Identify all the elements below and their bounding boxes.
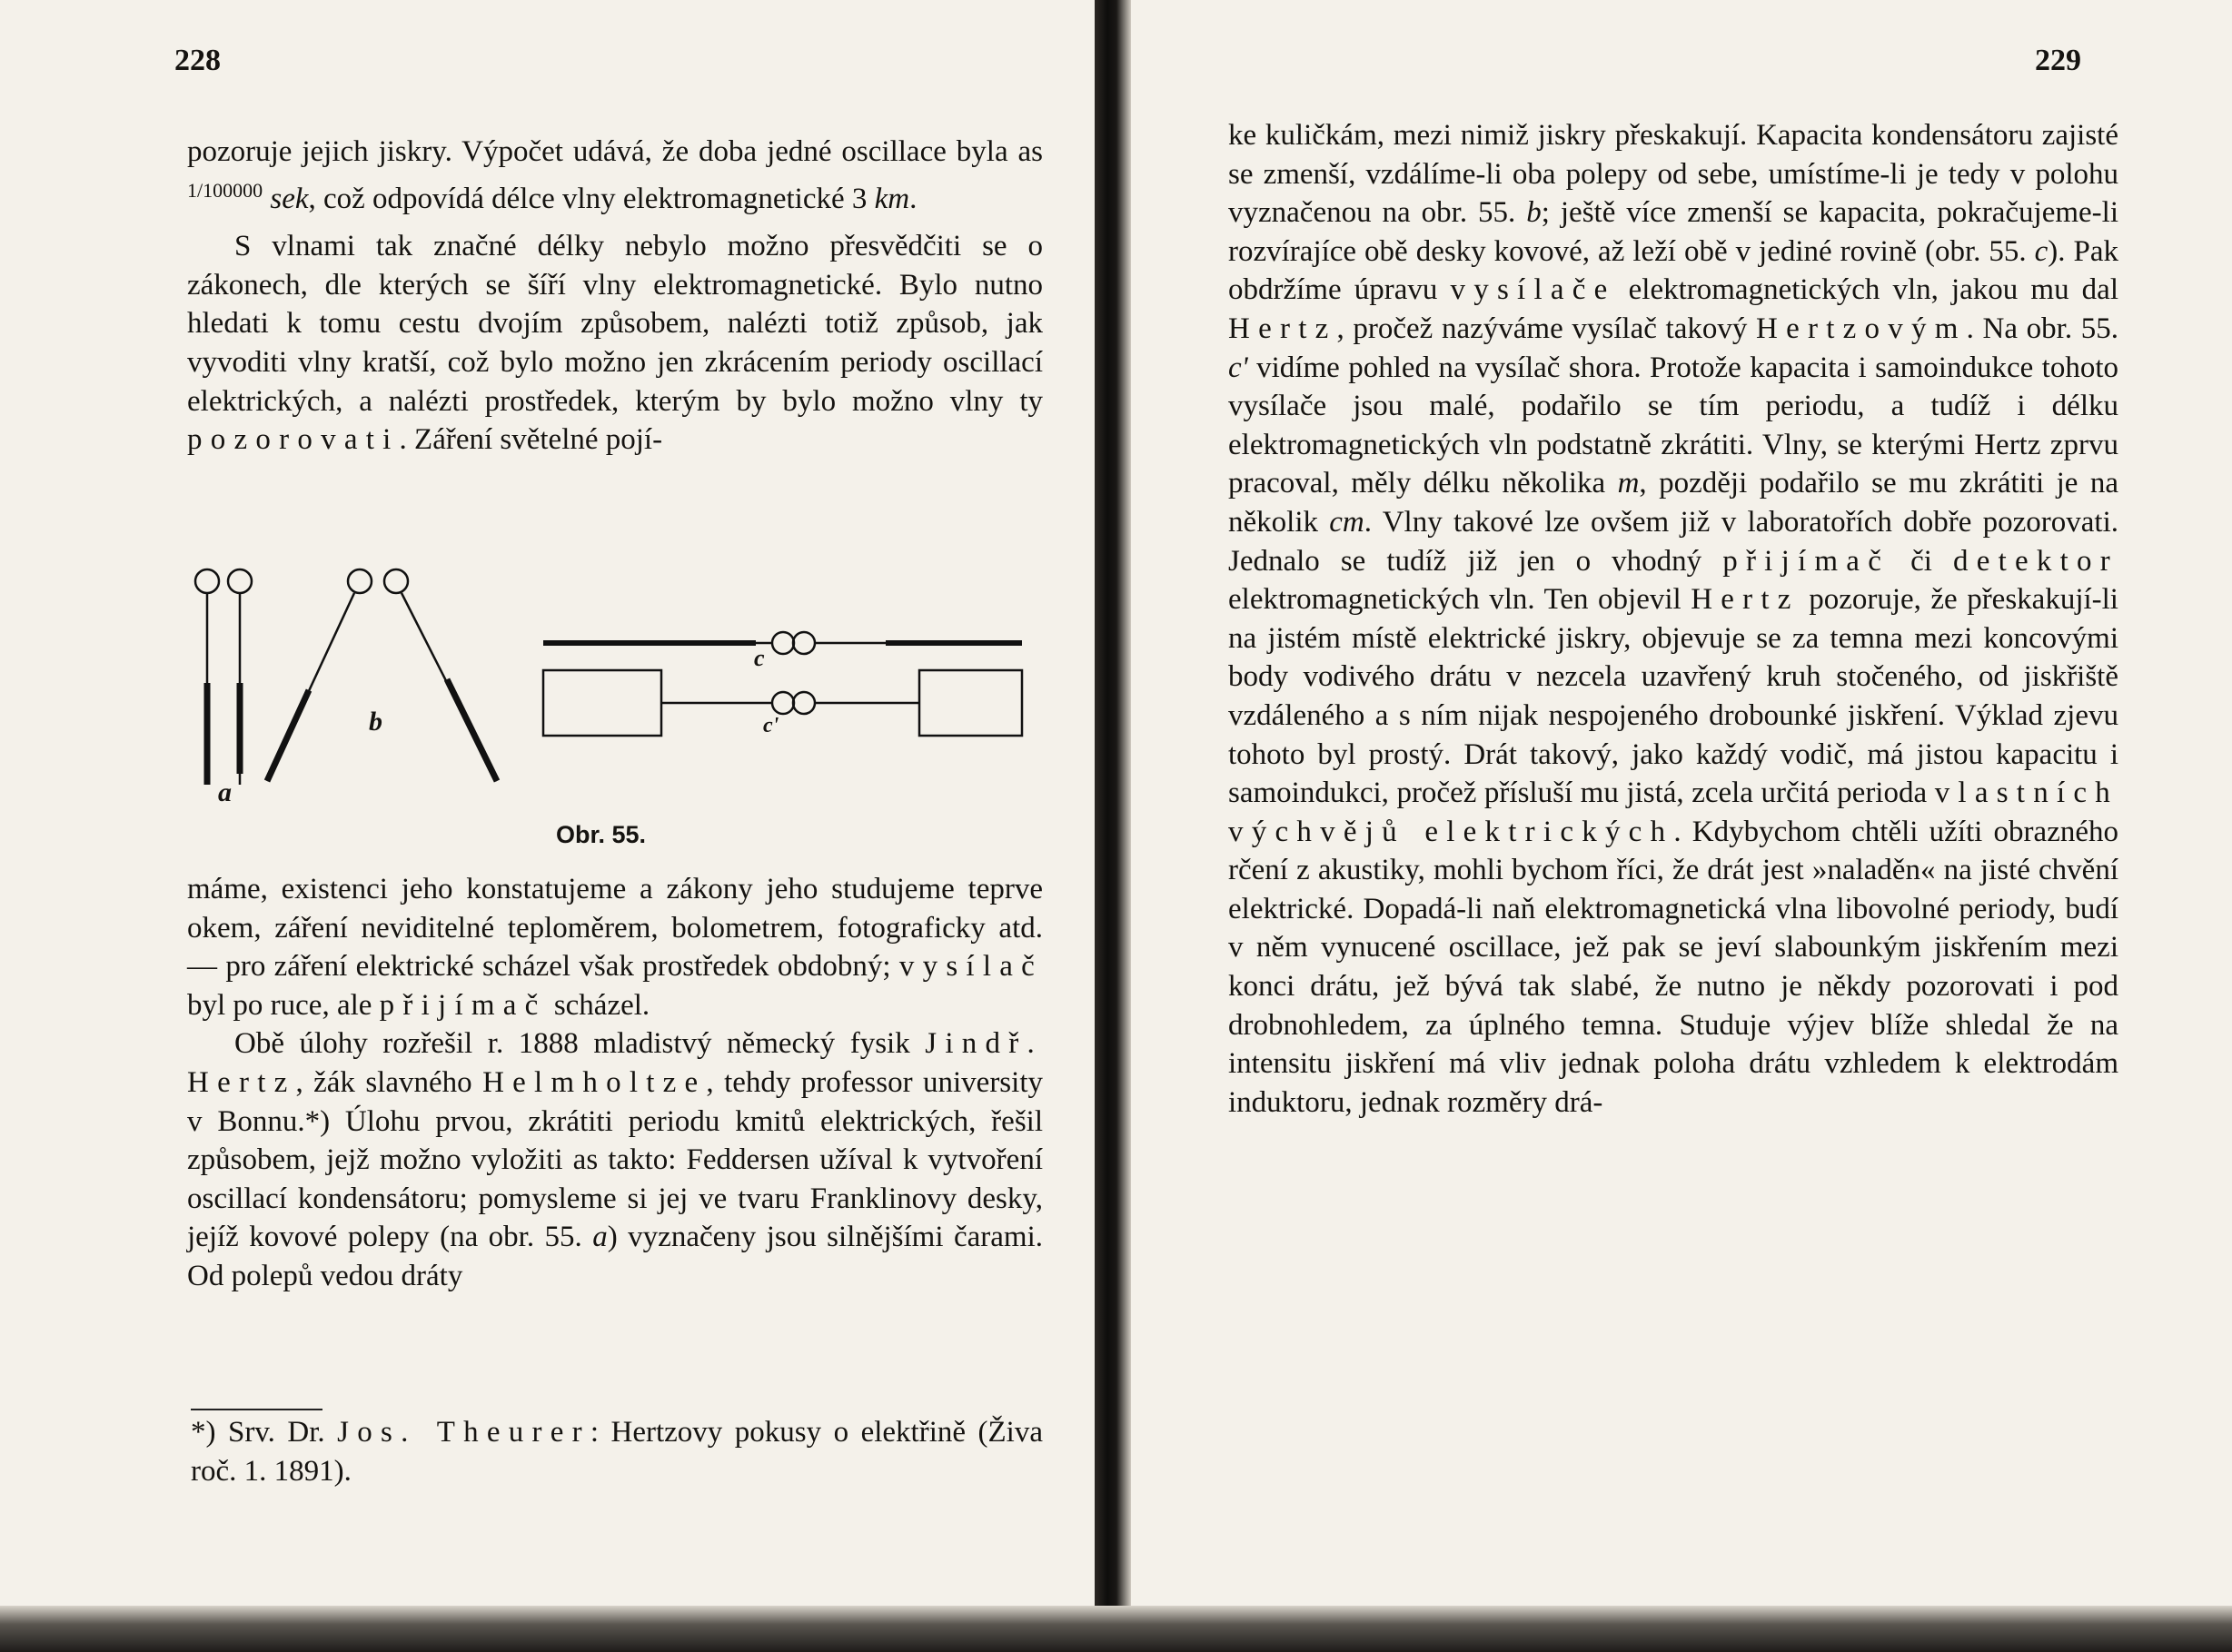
label-a: a <box>218 777 232 807</box>
page-number-right: 229 <box>2035 44 2081 77</box>
figure-55 <box>182 547 1045 846</box>
fraction: 1/100000 <box>187 178 263 202</box>
figure-caption: Obr. 55. <box>556 821 647 848</box>
book-bottom-edge <box>0 1606 2232 1652</box>
right-page <box>1123 0 2232 1652</box>
right-text <box>1228 116 2118 1122</box>
left-page <box>0 0 1103 1652</box>
label-c-prime: c' <box>763 714 779 737</box>
left-text-bottom <box>187 870 1043 1296</box>
book-gutter <box>1095 0 1131 1652</box>
left-text-top <box>187 133 1043 460</box>
circuit-diagram <box>182 547 1045 846</box>
footnote-divider <box>191 1409 322 1410</box>
right-paragraph: ke kuličkám, mezi nimiž jiskry přeskakují. Kapacita kondensátoru zajisté se zmenší, vzdálíme-li oba polepy od sebe, umístíme-li je tedy v polohu vyznačenou na obr. 55. b; ještě více zmenší se kapacita, pokračujeme-li rozvírajíce obě desky kovové, až leží obě v jediné rovině (obr. 55. c). Pak obdržíme úpravu vysílače elektromagnetických vln, jakou mu dal Hertz, pročež nazýváme vysílač takový Hertzovým. Na obr. 55. c' vidíme pohled na vysílač shora. Protože kapacita i samoindukce tohoto vysílače jsou malé, podařilo se tím periodu, a tudíž i délku elektromagnetických vln podstatně zkrátiti. Vlny, se kterými Hertz zprvu pracoval, měly délku několika m, později podařilo se mu zkrátiti je na několik cm. Vlny takové lze ovšem již v laboratořích dobře pozorovati. Jednalo se tudíž již jen o vhodný přijímač či detektor elektromagnetických vln. Ten objevil Hertz pozoruje, že přeskakují-li na jistém místě elektrické jiskry, objevuje se za temna mezi koncovými body vodivého drátu v nezcela uzavřený kruh stočeného, od jiskřiště vzdáleného a s ním nijak nespojeného drobounké jiskření. Výklad zjevu tohoto byl prostý. Drát takový, jako každý vodič, má jistou kapacitu i samoindukci, pročež přísluší mu jistá, zcela určitá perioda vlastních výchvějů elektrických. Kdybychom chtěli užíti obrazného rčení z akustiky, mohli bychom říci, že drát jest »naladěn« na jisté chvění elektrické. Dopadá-li naň elektromagnetická vlna libovolné periody, budí v něm vynucené oscillace, jež pak se jeví slabounkým jiskřením mezi konci drátu, jež bývá tak slabé, že nutno je někdy pozorovati i pod drobnohledem, za úplného temna. Studuje výjev blíže shledal že na intensitu jiskření má vliv jednak poloha drátu vzhledem k elektrodám induktoru, jednak rozměry drá- <box>1228 119 2119 1119</box>
paragraph-3: máme, existenci jeho konstatujeme a zákony jeho studujeme teprve okem, záření neviditelné teploměrem, bolometrem, fotograficky atd. — pro záření elektrické scházel však prostředek obdobný; vysílač byl po ruce, ale přijímač scházel. <box>187 873 1043 1022</box>
paragraph-2: S vlnami tak značné délky nebylo možno přesvědčiti se o zákonech, dle kterých se šíří vlny elektromagnetické. Bylo nutno hledati k tomu cestu dvojím způsobem, nalézti totiž způsob, jak vyvoditi vlny kratší, což bylo možno jen zkrácením periody oscillací elektrických, a nalézti prostředek, kterým by bylo možno vlny ty pozorovati. Záření světelné pojí- <box>187 230 1043 457</box>
paragraph-4: Obě úlohy rozřešil r. 1888 mladistvý německý fysik Jindř. Hertz, žák slavného Helmholtze, tehdy professor university v Bonnu.*) Úlohu prvou, zkrátiti periodu kmitů elektrických, řešil způsobem, jejž možno vyložiti as takto: Feddersen užíval k vytvoření oscillací kondensátoru; pomysleme si jej ve tvaru Franklinovy desky, jejíž kovové polepy (na obr. 55. a) vyznačeny jsou silnějšími čarami. Od polepů vedou dráty <box>187 1027 1043 1292</box>
label-c: c <box>754 645 765 671</box>
footnote: *) Srv. Dr. Jos. Theurer: Hertzovy pokusy o elektřině (Živa roč. 1. 1891). <box>191 1416 1043 1488</box>
page-number-left: 228 <box>174 44 221 77</box>
label-b: b <box>369 707 382 737</box>
paragraph-1: pozoruje jejich jiskry. Výpočet udává, že doba jedné oscillace byla as $^{1/100000}$ sek, což odpovídá délce vlny elektromagnetické 3 km. <box>187 135 1043 215</box>
